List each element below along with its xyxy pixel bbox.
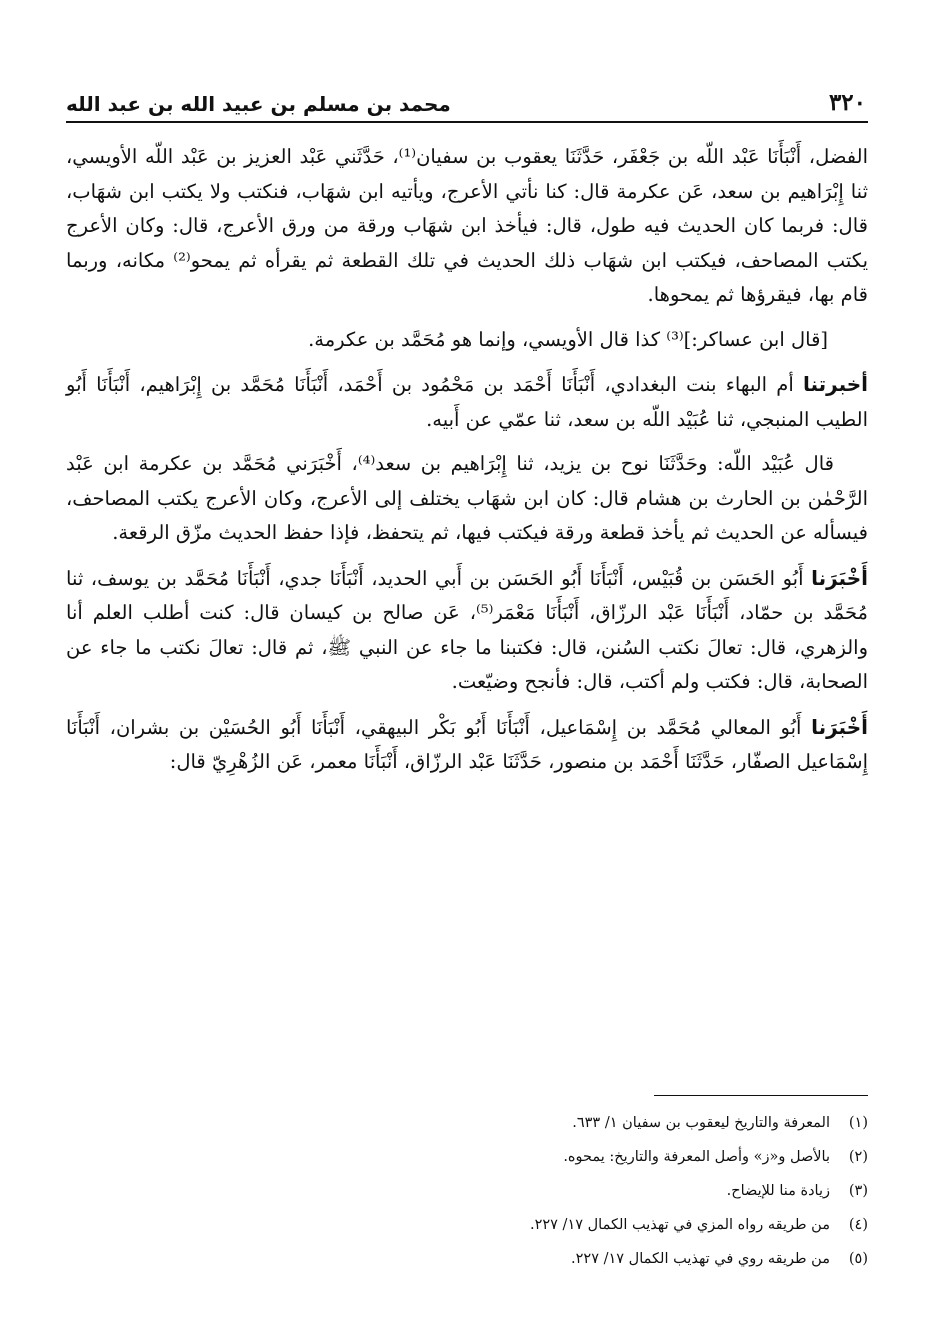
footnote-1 <box>66 1106 868 1140</box>
paragraph-lead: أَخْبَرَنا <box>811 714 868 739</box>
footnote-number: (٣) <box>848 1183 868 1199</box>
paragraph-text: أم البهاء بنت البغدادي، أَنْبَأَنَا أَحْمَد بن مَحْمُود بن أَحْمَد، أَنْبَأَنَا مُحَمَّد بن إِبْرَاهيم، أَنْبَأَنَا أَبُو الطيب المنبجي، ثنا عُبَيْد اللّه بن سعد، ثنا عمّي عن أَبيه. <box>66 373 868 431</box>
footnote-number: (٤) <box>848 1217 868 1233</box>
paragraph-text: أَبُو المعالي مُحَمَّد بن إِسْمَاعيل، أَنْبَأَنَا أَبُو بَكْر البيهقي، أَنْبَأَنَا أَبُو الحُسَيْن بن بشران، أَنْبَأَنَا إِسْمَاعيل الصفّار، حَدَّثَنَا أَحْمَد بن منصور، حَدَّثَنَا عَبْد الرزّاق، أَنْبَأَنَا معمر، عَن الزُهْرِيّ قال: <box>66 715 868 773</box>
footnotes <box>66 1106 868 1276</box>
paragraph-2-note <box>66 323 868 358</box>
footnote-2 <box>66 1140 868 1174</box>
paragraph-6 <box>66 710 868 780</box>
footnote-text: من طريقه رواه المزي في تهذيب الكمال ١٧/ ٢٢٧. <box>529 1217 830 1233</box>
paragraph-1 <box>66 140 868 313</box>
footnote-4 <box>66 1208 868 1242</box>
footnote-number: (٥) <box>848 1251 868 1267</box>
footnote-text: من طريقه روي في تهذيب الكمال ١٧/ ٢٢٧. <box>571 1251 830 1267</box>
paragraph-lead: أخبرتنا <box>802 372 868 396</box>
paragraph-lead: أَخْبَرَنا <box>811 565 868 590</box>
footnote-text: المعرفة والتاريخ ليعقوب بن سفيان ١/ ٦٣٣. <box>572 1115 830 1131</box>
paragraph-text: أَبُو الحَسَن بن قُبَيْس، أَنْبَأَنَا أَبُو الحَسَن بن أَبي الحديد، أَنْبَأَنَا جدي، أَنْبَأَنَا مُحَمَّد بن يوسف، ثنا مُحَمَّد بن حمّاد، أَنْبَأَنَا عَبْد الرزّاق، أَنْبَأَنَا مَعْمَر⁽⁵⁾، عَن صالح بن كيسان قال: كنت أطلب العلم أنا والزهري، قال: تعالَ نكتب السُنن، قال: فكتبنا ما جاء عن النبي ﷺ، ثم قال: تعالَ نكتب ما جاء عن الصحابة، قال: فكتب ولم أكتب، قال: فأنجح وضيّعت. <box>66 566 868 693</box>
paragraph-text: قال عُبَيْد اللّه: وحَدَّثَنَا نوح بن يزيد، ثنا إِبْرَاهيم بن سعد⁽⁴⁾، أَخْبَرَني مُحَمَّد بن عكرمة ابن عَبْد الرَّحْمٰن بن الحارث بن هشام قال: كان ابن شهَاب يختلف إلى الأعرج، وكان الأعرج يكتب المصاحف، فيسأله عن الحديث ثم يأخذ قطعة ورقة فيكتب فيها، ثم يتحفظ، فإذا حفظ الحديث مزّق الرقعة. <box>66 452 868 544</box>
footnote-rule <box>654 1095 868 1096</box>
footnote-number: (١) <box>848 1115 868 1131</box>
paragraph-4 <box>66 447 868 551</box>
paragraph-3 <box>66 367 868 437</box>
footnote-3 <box>66 1174 868 1208</box>
main-text <box>66 140 868 790</box>
paragraph-text: [قال ابن عساكر:]⁽³⁾ كذا قال الأويسي، وإنما هو مُحَمَّد بن عكرمة. <box>308 327 828 351</box>
footnote-5 <box>66 1242 868 1276</box>
footnote-text: زيادة منا للإيضاح. <box>726 1183 830 1199</box>
paragraph-5 <box>66 561 868 700</box>
page-number: ٣٢٠ <box>828 89 866 116</box>
footnote-number: (٢) <box>848 1149 868 1165</box>
running-title: محمد بن مسلم بن عبيد الله بن عبد الله <box>66 92 451 116</box>
footnote-text: بالأصل و«ز» وأصل المعرفة والتاريخ: يمحوه. <box>563 1149 830 1165</box>
paragraph-text: الفضل، أَنْبَأَنَا عَبْد اللّه بن جَعْفَر، حَدَّثَنَا يعقوب بن سفيان⁽¹⁾، حَدَّثَني عَبْد العزيز بن عَبْد اللّه الأويسي، ثنا إِبْرَاهيم بن سعد، عَن عكرمة قال: كنا نأتي الأعرج، ويأتيه ابن شهَاب، فنكتب ولا يكتب ابن شهَاب، قال: فربما كان الحديث فيه طول، قال: فيأخذ ابن شهَاب ورقة من ورق الأعرج، قال: وكان الأعرج يكتب المصاحف، فيكتب ابن شهَاب ذلك الحديث في تلك القطعة ثم يقرأه ثم يمحو⁽²⁾ مكانه، وربما قام بها، فيقرؤها ثم يمحوها. <box>66 145 868 306</box>
page-header <box>66 76 866 116</box>
header-rule <box>66 121 868 123</box>
